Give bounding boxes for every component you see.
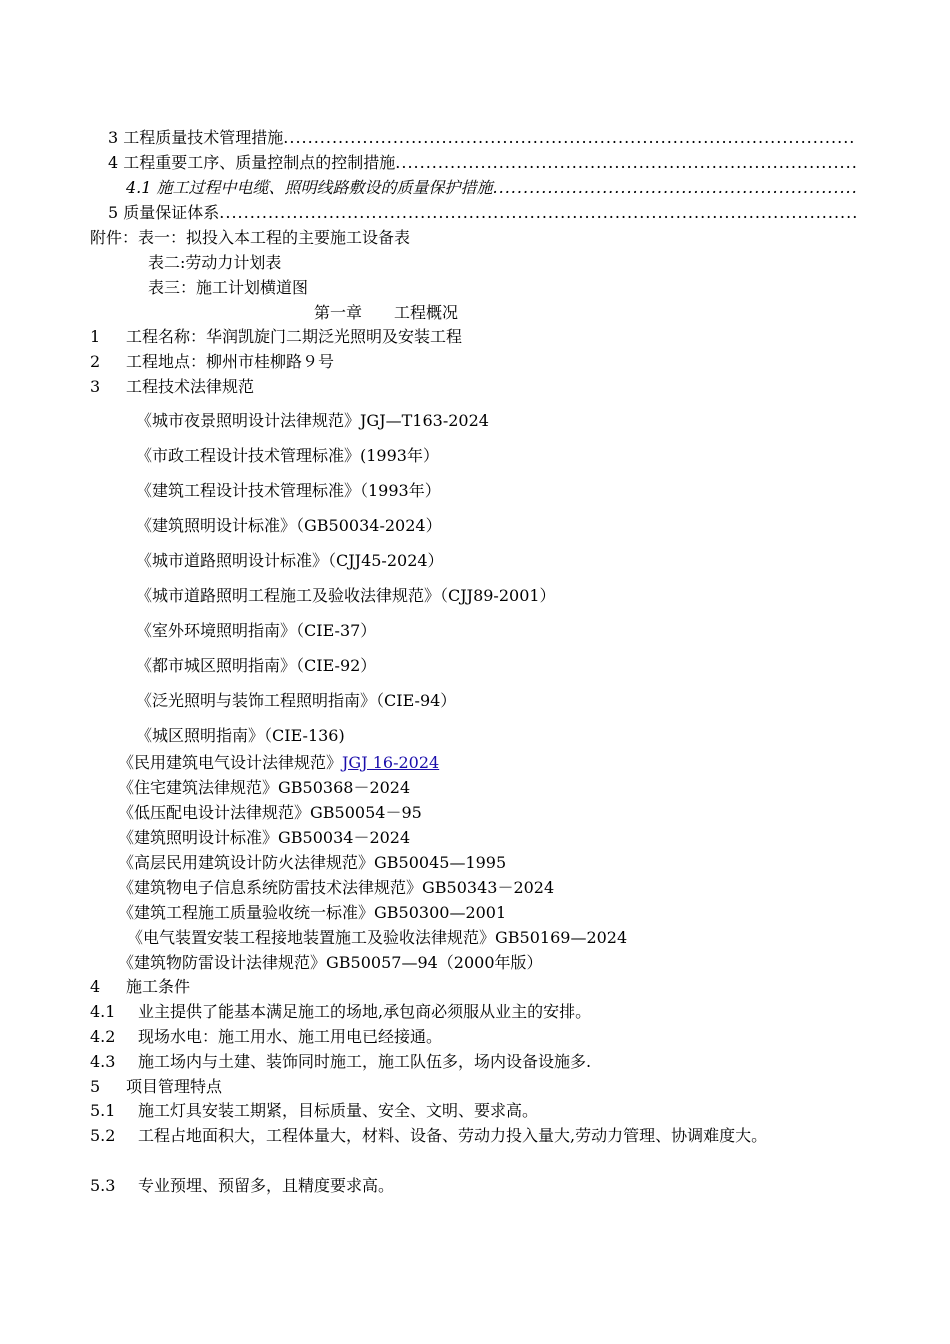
section-heading [90, 977, 190, 997]
item-text: 现场水电：施工用水、施工用电已经接通。 [138, 1027, 443, 1046]
item-text: 业主提供了能基本满足施工的场地,承包商必须服从业主的安排。 [138, 1002, 592, 1021]
standard-item: 《城市夜景照明设计法律规范》JGJ—T163-2024 [136, 411, 489, 430]
standard-item: 《住宅建筑法律规范》GB50368－2024 [118, 778, 411, 797]
item-text: 工程名称：华润凯旋门二期泛光照明及安装工程 [126, 327, 463, 346]
toc-item-label: 4 工程重要工序、质量控制点的控制措施 [108, 153, 396, 172]
item-number: 4.2 [90, 1027, 116, 1046]
overview-item [90, 377, 254, 397]
toc-item[interactable] [126, 178, 856, 198]
toc-leader-dots [283, 128, 856, 148]
standard-item: 《泛光照明与装饰工程照明指南》（CIE-94） [136, 691, 457, 710]
standard-item: 《城市道路照明工程施工及验收法律规范》（CJJ89-2001） [136, 586, 556, 605]
standard-item: 《都市城区照明指南》（CIE-92） [136, 656, 377, 675]
standard-item: 《电气装置安装工程接地装置施工及验收法律规范》GB50169—2024 [127, 928, 628, 947]
item-text: 工程技术法律规范 [126, 377, 255, 396]
overview-item [90, 352, 334, 372]
item-number: 4.3 [90, 1052, 116, 1071]
section-title: 施工条件 [126, 977, 191, 996]
item-number: 4.1 [90, 1002, 116, 1021]
item-text: 施工场内与土建、装饰同时施工，施工队伍多，场内设备设施多. [138, 1052, 592, 1071]
standard-item: 《建筑照明设计标准》（GB50034-2024） [136, 516, 442, 535]
toc-item-label: 3 工程质量技术管理措施 [108, 128, 284, 147]
standard-item [118, 753, 439, 773]
attachment-item: 表一：拟投入本工程的主要施工设备表 [138, 228, 411, 247]
attachments-prefix: 附件： [90, 228, 139, 247]
item-number: 5.2 [90, 1126, 116, 1145]
standard-item: 《高层民用建筑设计防火法律规范》GB50045—1995 [118, 853, 507, 872]
section-number: 5 [90, 1077, 101, 1096]
item-number: 1 [90, 327, 101, 346]
attachment-item: 表三：施工计划横道图 [148, 278, 309, 297]
section-title: 项目管理特点 [126, 1077, 223, 1096]
standard-text: 《民用建筑电气设计法律规范》 [118, 753, 343, 772]
section-item [90, 1176, 394, 1196]
section-item [90, 1126, 860, 1148]
item-number: 3 [90, 377, 101, 396]
section-heading [90, 1077, 222, 1097]
standard-item: 《低压配电设计法律规范》GB50054－95 [118, 803, 422, 822]
standard-item: 《市政工程设计技术管理标准》(1993年） [136, 446, 439, 465]
standard-item: 《建筑物电子信息系统防雷技术法律规范》GB50343－2024 [118, 878, 555, 897]
item-text: 施工灯具安装工期紧，目标质量、安全、文明、要求高。 [138, 1101, 539, 1120]
toc-leader-dots [219, 203, 856, 223]
section-item [90, 1101, 538, 1121]
standard-item: 《室外环境照明指南》（CIE-37） [136, 621, 377, 640]
standard-item: 《建筑工程施工质量验收统一标准》GB50300—2001 [118, 903, 507, 922]
toc-item[interactable] [108, 128, 856, 148]
toc-leader-dots [493, 178, 856, 198]
standard-item: 《建筑照明设计标准》GB50034－2024 [118, 828, 411, 847]
standard-link[interactable]: JGJ 16-2024 [342, 753, 440, 772]
item-text: 工程占地面积大，工程体量大，材料、设备、劳动力投入量大,劳动力管理、协调难度大。 [138, 1126, 768, 1145]
section-item [90, 1052, 591, 1072]
section-number: 4 [90, 977, 101, 996]
attachments-line [90, 228, 410, 248]
item-text: 专业预埋、预留多，且精度要求高。 [138, 1176, 395, 1195]
toc-leader-dots [395, 153, 856, 173]
section-item [90, 1002, 591, 1022]
toc-item[interactable] [108, 203, 856, 223]
item-number: 5.1 [90, 1101, 116, 1120]
overview-item [90, 327, 462, 347]
standard-item: 《建筑工程设计技术管理标准》（1993年） [136, 481, 441, 500]
standard-item: 《城市道路照明设计标准》（CJJ45-2024） [136, 551, 444, 570]
toc-item[interactable] [108, 153, 856, 173]
attachment-item: 表二:劳动力计划表 [148, 253, 282, 272]
standard-item: 《城区照明指南》（CIE-136) [136, 726, 345, 745]
toc-item-label: 4.1 施工过程中电缆、照明线路敷设的质量保护措施 [126, 178, 493, 197]
item-text: 工程地点：柳州市桂柳路９号 [126, 352, 335, 371]
section-item [90, 1027, 442, 1047]
toc-item-label: 5 质量保证体系 [108, 203, 220, 222]
chapter-title: 第一章 工程概况 [314, 303, 459, 322]
item-number: 5.3 [90, 1176, 116, 1195]
item-number: 2 [90, 352, 101, 371]
standard-item: 《建筑物防雷设计法律规范》GB50057—94（2000年版） [118, 953, 543, 972]
